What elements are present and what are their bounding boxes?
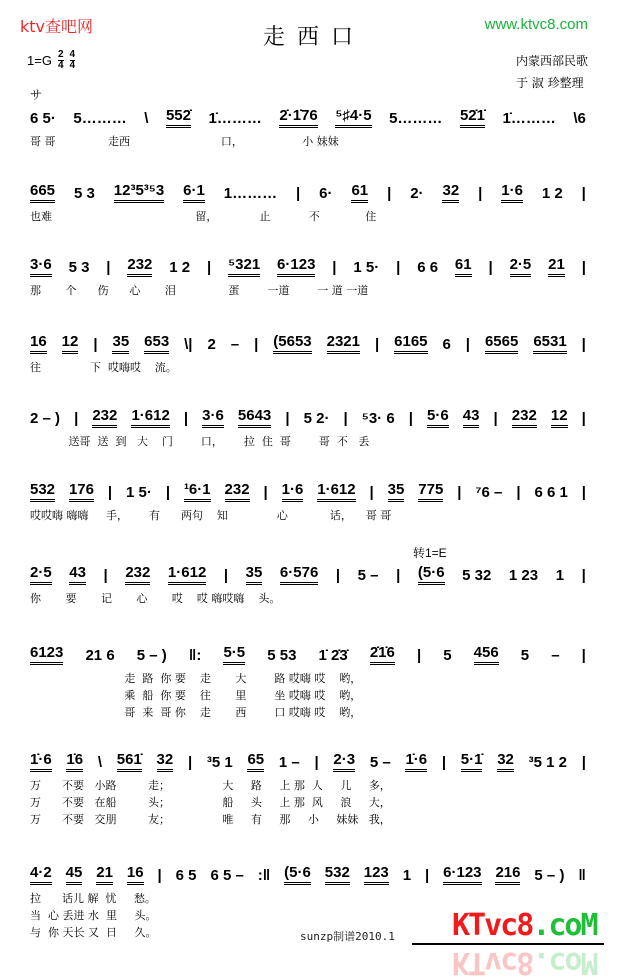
barline: |: [343, 410, 348, 427]
note-group: –: [230, 336, 240, 353]
note-group: 2·5: [30, 564, 52, 585]
note-group: 5 – ): [136, 647, 167, 664]
note-group: 1̇6: [66, 751, 83, 772]
barline: |: [488, 259, 493, 276]
free-rhythm-mark: サ: [30, 88, 43, 102]
note-group: 43: [463, 407, 480, 428]
score-line: [30, 257, 586, 299]
note-group: 6531: [533, 333, 566, 354]
site-watermark-right: www.ktvc8.com: [484, 16, 588, 33]
notation-row: [30, 565, 586, 585]
score-line: [30, 645, 586, 721]
time-signature-4-4: [70, 50, 76, 71]
note-group: 532: [325, 864, 350, 885]
note-group: (5·6: [418, 564, 445, 585]
notation-row: [30, 408, 586, 428]
barline: |: [581, 259, 586, 276]
note-group: 5………: [389, 110, 443, 127]
lyrics-verse-1: 哥 哥 走西 口， 小 妹妹: [30, 135, 339, 148]
logo-part-red: KTvc8: [452, 908, 533, 943]
site-watermark-left: ktv查吧网: [20, 17, 94, 36]
time-num: 4: [69, 49, 76, 60]
barline: |: [387, 185, 392, 202]
note-group: 32: [497, 751, 514, 772]
note-group: 21 6: [85, 647, 115, 664]
key-label: 1=G: [27, 53, 52, 68]
barline: |: [581, 484, 586, 501]
barline: |: [106, 259, 111, 276]
logo-reflection: [452, 945, 597, 980]
note-group: 6 6 1: [534, 484, 568, 501]
barline: |: [581, 567, 586, 584]
score-line: [30, 183, 586, 225]
note-group: 232: [92, 407, 117, 428]
barline: |: [74, 410, 79, 427]
note-group: ³5 1: [206, 754, 233, 771]
note-group: 5·5: [223, 644, 245, 665]
note-group: 6123: [30, 644, 63, 665]
note-group: 6 5: [175, 867, 197, 884]
note-group: 12: [551, 407, 568, 428]
note-group: 21: [548, 256, 565, 277]
barline: |: [263, 484, 268, 501]
note-group: 43: [69, 564, 86, 585]
note-group: 6 6: [417, 259, 439, 276]
note-group: ⁷6 –: [475, 484, 503, 501]
barline: \: [97, 754, 103, 771]
note-group: 1 2: [169, 259, 191, 276]
note-group: 2̇·1̇76: [279, 107, 317, 128]
note-group: 52̇1̇: [460, 107, 485, 128]
note-group: 1 5·: [126, 484, 152, 501]
note-group: (5653: [273, 333, 311, 354]
note-group: 5: [520, 647, 530, 664]
note-group: 6·: [319, 185, 333, 202]
lyrics-verse-1: 哎哎嗨 嗨嗨 手， 有 两句 知 心 话， 哥 哥: [30, 509, 392, 522]
note-group: 4·2: [30, 864, 52, 885]
note-group: 35: [388, 481, 405, 502]
note-group: 1 23: [508, 567, 539, 584]
notation-row: [30, 108, 586, 128]
note-group: ⁵♯4·5: [335, 107, 371, 128]
note-group: 1 –: [278, 754, 300, 771]
score-line: [30, 108, 586, 150]
barline: |: [516, 484, 521, 501]
barline: |: [223, 567, 229, 584]
barline: |: [103, 567, 108, 584]
barline: |: [581, 647, 586, 664]
arranger-credit: 于 淑 珍整理: [515, 76, 584, 90]
note-group: 12: [62, 333, 79, 354]
barline: ‖: [578, 867, 586, 884]
note-group: 16: [30, 333, 47, 354]
barline: |: [285, 410, 290, 427]
barline: ‖:: [188, 647, 202, 664]
note-group: 552̇: [166, 107, 191, 128]
note-group: 32: [442, 182, 459, 203]
time-num: 2: [57, 49, 64, 60]
notation-row: [30, 482, 586, 502]
lyrics-verse-1: 往 下 哎嗨哎 流。: [30, 361, 177, 374]
note-group: 5 2·: [303, 410, 330, 427]
barline: |: [408, 410, 413, 427]
barline: |: [465, 336, 470, 353]
note-group: 61: [455, 256, 472, 277]
barline: |: [93, 336, 98, 353]
barline: |: [478, 185, 483, 202]
note-group: 35: [246, 564, 263, 585]
time-den: 4: [57, 60, 64, 71]
notation-row: [30, 645, 586, 665]
barline: |: [396, 567, 401, 584]
barline: |: [581, 754, 586, 771]
song-title: 走西口: [262, 25, 365, 50]
barline: |: [416, 647, 422, 664]
origin-credit: 内蒙西部民歌: [515, 54, 588, 68]
score-line: [30, 752, 586, 828]
note-group: 6·1: [183, 182, 205, 203]
note-group: 1̇ 2̇3̇: [318, 647, 348, 664]
lyrics-verse-1: 也难 留， 止 不 住: [30, 210, 377, 223]
note-group: 5 3: [73, 185, 95, 202]
lyrics-verse-2: 当 心 丢进 水 里 头。: [30, 909, 157, 922]
score-line: [30, 565, 586, 607]
lyrics-verse-3: 与 你 天长 又 日 久。: [30, 926, 157, 939]
note-group: 1·612: [131, 407, 169, 428]
note-group: 653: [144, 333, 169, 354]
barline: |: [441, 754, 447, 771]
note-group: 2321: [327, 333, 360, 354]
barline: |: [207, 259, 212, 276]
note-group: 65: [247, 751, 264, 772]
barline: |: [332, 259, 337, 276]
barline: |: [107, 484, 113, 501]
note-group: 1̇………: [502, 110, 556, 127]
note-group: 1·612: [168, 564, 206, 585]
note-group: 6165: [394, 333, 427, 354]
note-group: 5 – ): [534, 867, 565, 884]
notation-row: [30, 183, 586, 203]
logo-reflection-green: .coM: [532, 945, 597, 980]
lyrics-verse-3: 哥 来 哥 你 走 西 口 哎嗨 哎 哟，: [30, 706, 362, 719]
note-group: 2 – ): [30, 410, 61, 427]
lyrics-verse-1: 那 个 伤 心 泪 蛋 一道 一 道 一道: [30, 284, 369, 297]
note-group: 6565: [485, 333, 518, 354]
note-group: 1………: [223, 185, 278, 202]
barline: |: [157, 867, 162, 884]
lyrics-verse-2: 乘 船 你 要 往 里 坐 哎嗨 哎 哟，: [30, 689, 362, 702]
barline: |: [493, 410, 498, 427]
barline: |: [314, 754, 319, 771]
note-group: 2·3: [333, 751, 355, 772]
barline: :‖: [257, 867, 271, 884]
barline: |: [425, 867, 430, 884]
note-group: 532: [30, 481, 55, 502]
note-group: 1·612: [317, 481, 355, 502]
lyrics-verse-1: 送哥 送 到 大 门 口， 拉 住 哥 哥 不 丢: [30, 435, 370, 448]
note-group: 5………: [73, 110, 127, 127]
note-group: 61: [351, 182, 368, 203]
score-line: [30, 334, 586, 376]
note-group: 456: [474, 644, 499, 665]
lyrics-verse-1: 万 不要 小路 走； 大 路 上 那 人 儿 多，: [30, 779, 391, 792]
note-group: 2̇1̇6: [370, 644, 395, 665]
barline: |: [457, 484, 462, 501]
time-signature-2-4: [58, 50, 64, 71]
note-group: 5·6: [427, 407, 449, 428]
barline: |: [396, 259, 401, 276]
note-group: 45: [66, 864, 83, 885]
note-group: 216: [495, 864, 520, 885]
modulation-label: 转1=E: [413, 546, 447, 560]
barline: |: [581, 185, 586, 202]
note-group: 6 5 –: [210, 867, 244, 884]
note-group: 232: [512, 407, 537, 428]
note-group: 232: [127, 256, 152, 277]
barline: |: [581, 336, 586, 353]
note-group: 5 32: [462, 567, 492, 584]
transcriber-signature: sunzp制谱2010.1: [300, 930, 395, 943]
note-group: 1·6: [501, 182, 523, 203]
note-group: 5·1̇: [461, 751, 483, 772]
notation-row: [30, 865, 586, 885]
note-group: 1̇·6: [30, 751, 52, 772]
note-group: 1̇………: [208, 110, 262, 127]
notation-row: [30, 257, 586, 277]
note-group: 12³5³⁵3: [114, 182, 164, 203]
note-group: 1·6: [282, 481, 304, 502]
note-group: 5 3: [68, 259, 90, 276]
notation-row: [30, 752, 586, 772]
note-group: ³5 1 2: [528, 754, 567, 771]
lyrics-verse-2: 万 不要 在船 头； 船 头 上 那 风 浪 大，: [30, 796, 391, 809]
note-group: 21: [96, 864, 113, 885]
note-group: 3·6: [30, 256, 52, 277]
note-group: 176: [69, 481, 94, 502]
note-group: 1 5·: [353, 259, 380, 276]
note-group: 5: [443, 647, 452, 664]
note-group: 16: [127, 864, 144, 885]
barline: \|: [184, 336, 193, 353]
note-group: 2: [207, 336, 216, 353]
barline: |: [581, 410, 586, 427]
notation-row: [30, 334, 586, 354]
note-group: ¹6·1: [184, 481, 211, 502]
score-line: [30, 408, 586, 450]
note-group: 2·: [410, 185, 424, 202]
note-group: (5·6: [284, 864, 311, 885]
barline: |: [254, 336, 259, 353]
barline: |: [374, 336, 380, 353]
note-group: 232: [125, 564, 150, 585]
note-group: 123: [364, 864, 389, 885]
key-signature: [27, 50, 75, 71]
note-group: 775: [418, 481, 443, 502]
barline: |: [335, 567, 341, 584]
note-group: –: [551, 647, 560, 664]
note-group: 232: [225, 481, 250, 502]
barline: |: [369, 484, 374, 501]
note-group: 1: [402, 867, 412, 884]
lyrics-verse-1: 走 路 你 要 走 大 路 哎嗨 哎 哟，: [30, 672, 362, 685]
note-group: 5 –: [369, 754, 391, 771]
barline: |: [183, 410, 189, 427]
credits: [516, 50, 588, 94]
barline: |: [187, 754, 193, 771]
note-group: 5643: [238, 407, 271, 428]
note-group: 6·576: [280, 564, 318, 585]
note-group: 5 –: [357, 567, 379, 584]
ktvc8-logo: [452, 908, 597, 943]
lyrics-verse-1: 拉 话儿 解 忧 愁。: [30, 892, 156, 905]
note-group: ⁵3· 6: [361, 410, 395, 427]
barline: |: [165, 484, 171, 501]
note-group: 35: [112, 333, 129, 354]
score-line: [30, 482, 586, 524]
note-group: 3·6: [202, 407, 224, 428]
note-group: 6: [442, 336, 451, 353]
note-group: 6·123: [277, 256, 315, 277]
note-group: 1: [555, 567, 565, 584]
lyrics-verse-3: 万 不要 交朋 友； 唯 有 那 小 妹妹 我，: [30, 813, 391, 826]
lyrics-verse-1: 你 要 记 心 哎 哎 嗨哎嗨 头。: [30, 592, 281, 605]
note-group: 1̇·6: [405, 751, 427, 772]
note-group: 2·5: [510, 256, 532, 277]
barline: |: [296, 185, 301, 202]
note-group: 665: [30, 182, 55, 203]
note-group: 6·123: [443, 864, 481, 885]
logo-reflection-red: KTvc8: [452, 945, 533, 980]
note-group: 561̇: [117, 751, 142, 772]
note-group: \6: [573, 110, 586, 127]
note-group: 6 5·: [30, 110, 56, 127]
note-group: 5 53: [267, 647, 297, 664]
logo-part-green: .coM: [532, 908, 597, 943]
barline: \: [144, 110, 149, 127]
note-group: 32: [157, 751, 174, 772]
note-group: 1 2: [541, 185, 563, 202]
note-group: ⁵321: [228, 256, 260, 277]
time-den: 4: [69, 60, 76, 71]
